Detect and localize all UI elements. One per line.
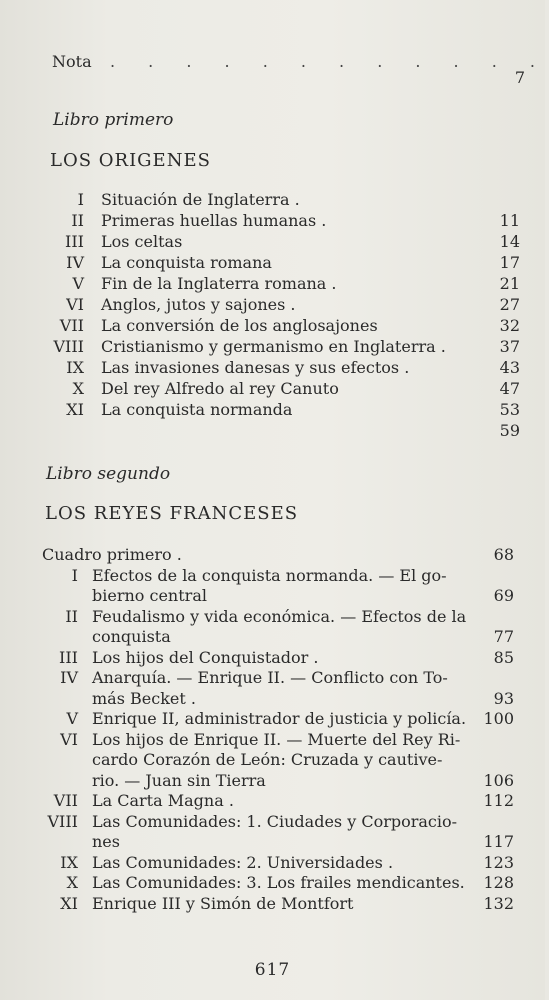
chapter-number: VII <box>53 791 78 810</box>
toc-entry <box>0 295 545 316</box>
chapter-number: IX <box>66 358 84 377</box>
toc-entry <box>0 190 545 211</box>
chapter-title: más Becket . <box>92 688 196 708</box>
page-number: 132 <box>483 893 514 913</box>
page-number: 93 <box>493 688 514 708</box>
page-number: 77 <box>493 627 514 646</box>
page-number: 59 <box>499 421 520 440</box>
chapter-title: La Carta Magna . <box>92 791 234 810</box>
page-number: 32 <box>499 316 520 335</box>
toc-entry <box>0 668 545 689</box>
chapter-title: Del rey Alfredo al rey Canuto <box>101 379 339 398</box>
chapter-title: Los hijos del Conquistador . <box>92 647 319 667</box>
chapter-number: III <box>65 232 84 251</box>
chapter-title: conquista <box>92 627 171 646</box>
toc-entry <box>0 689 545 710</box>
chapter-title: Las Comunidades: 1. Ciudades y Corporacio- <box>92 811 458 831</box>
chapter-title: La conquista normanda <box>101 400 293 419</box>
toc-entry <box>0 211 545 232</box>
chapter-number: III <box>59 647 78 667</box>
page-number: 100 <box>483 709 514 728</box>
toc-entry <box>0 812 545 833</box>
chapter-title: cardo Corazón de León: Cruzada y cautive- <box>92 750 443 769</box>
page-number: 112 <box>483 791 514 810</box>
chapter-title: Primeras huellas humanas . <box>101 211 327 230</box>
toc-entry <box>0 832 545 853</box>
toc-entry <box>0 421 545 442</box>
chapter-number: VI <box>66 295 84 314</box>
toc-entry <box>0 566 545 587</box>
chapter-number: X <box>72 379 84 398</box>
chapter-title: Efectos de la conquista normanda. — El go- <box>92 565 447 585</box>
toc-entry <box>0 337 545 358</box>
chapter-number: VIII <box>47 811 78 831</box>
chapter-title: La conversión de los anglosajones <box>101 316 378 335</box>
chapter-title: Enrique III y Simón de Montfort <box>92 893 354 913</box>
page-number: 43 <box>499 358 520 377</box>
chapter-title: Las invasiones danesas y sus efectos . <box>101 358 410 377</box>
page-number: 53 <box>499 400 520 419</box>
toc-entry <box>0 771 545 792</box>
chapter-number: IV <box>60 668 78 687</box>
chapter-title: Feudalismo y vida económica. — Efectos de la <box>92 606 467 626</box>
toc-entry <box>0 873 545 894</box>
page-number: 85 <box>493 647 514 667</box>
chapter-title: Cuadro primero . <box>42 545 182 564</box>
chapter-title: Los hijos de Enrique II. — Muerte del Rey Ri- <box>92 729 461 749</box>
toc-entry <box>0 730 545 751</box>
chapter-number: IV <box>66 253 84 272</box>
chapter-title: Fin de la Inglaterra romana . <box>101 274 337 293</box>
toc-entry <box>0 791 545 812</box>
page-number: 117 <box>483 832 514 851</box>
page-number: 69 <box>493 586 514 605</box>
chapter-title: Anglos, jutos y sajones . <box>101 295 296 314</box>
toc-entry <box>0 709 545 730</box>
chapter-number: I <box>71 565 78 585</box>
toc-entry <box>0 379 545 400</box>
page-number: 17 <box>499 253 520 272</box>
toc-entry <box>0 316 545 337</box>
nota-page-number: 7 <box>514 68 525 87</box>
toc-entry <box>0 400 545 421</box>
page-number: 21 <box>499 274 520 293</box>
toc-entry <box>0 648 545 669</box>
chapter-title: La conquista romana <box>101 253 272 272</box>
chapter-number: II <box>65 606 78 626</box>
chapter-number: XI <box>60 893 78 913</box>
toc-entry <box>0 607 545 628</box>
page-folio: 617 <box>254 960 291 980</box>
page-number: 14 <box>499 232 520 251</box>
chapter-number: IX <box>60 852 78 872</box>
book2-title: LOS REYES FRANCESES <box>45 503 299 524</box>
toc-entry <box>0 586 545 607</box>
chapter-title: Cristianismo y germanismo en Inglaterra . <box>101 337 446 356</box>
page-number: 27 <box>499 295 520 314</box>
chapter-number: VIII <box>53 337 84 356</box>
toc-entry <box>0 545 545 566</box>
chapter-title: Las Comunidades: 2. Universidades . <box>92 852 394 872</box>
nota-row <box>52 50 549 87</box>
book2-toc <box>0 545 545 935</box>
page-number: 47 <box>499 379 520 398</box>
chapter-title: nes <box>92 832 120 851</box>
chapter-number: V <box>66 709 78 728</box>
toc-entry <box>0 853 545 874</box>
chapter-title: bierno central <box>92 586 207 605</box>
book1-label: Libro primero <box>53 110 174 130</box>
chapter-number: V <box>72 274 84 293</box>
toc-entry <box>0 894 545 915</box>
book2-label: Libro segundo <box>46 464 171 484</box>
page-number: 128 <box>483 873 514 892</box>
nota-label: Nota <box>52 52 92 71</box>
chapter-title: rio. — Juan sin Tierra <box>92 770 266 790</box>
chapter-number: I <box>77 190 84 209</box>
chapter-number: XI <box>66 400 84 419</box>
page-number: 68 <box>493 545 514 564</box>
chapter-number: II <box>71 211 84 230</box>
chapter-title: Anarquía. — Enrique II. — Conflicto con To- <box>92 668 448 687</box>
toc-entry <box>0 358 545 379</box>
chapter-number: X <box>66 873 78 892</box>
leader-dots: . . . . . . . . . . . . <box>110 52 549 71</box>
chapter-title: Enrique II, administrador de justicia y policía. <box>92 709 467 728</box>
chapter-number: VI <box>60 729 78 749</box>
chapter-number: VII <box>59 316 84 335</box>
toc-entry <box>0 627 545 648</box>
toc-entry <box>0 750 545 771</box>
chapter-title: Las Comunidades: 3. Los frailes mendicantes. <box>92 873 465 892</box>
toc-entry <box>0 274 545 295</box>
book1-title: LOS ORIGENES <box>50 150 211 171</box>
toc-entry <box>0 253 545 274</box>
page-number: 123 <box>483 852 514 872</box>
chapter-title: Situación de Inglaterra . <box>101 190 300 209</box>
toc-entry <box>0 232 545 253</box>
page-number: 106 <box>483 770 514 790</box>
chapter-title: Los celtas <box>101 232 183 251</box>
page-number: 37 <box>499 337 520 356</box>
page-number: 11 <box>499 211 520 230</box>
book1-toc <box>0 190 545 440</box>
